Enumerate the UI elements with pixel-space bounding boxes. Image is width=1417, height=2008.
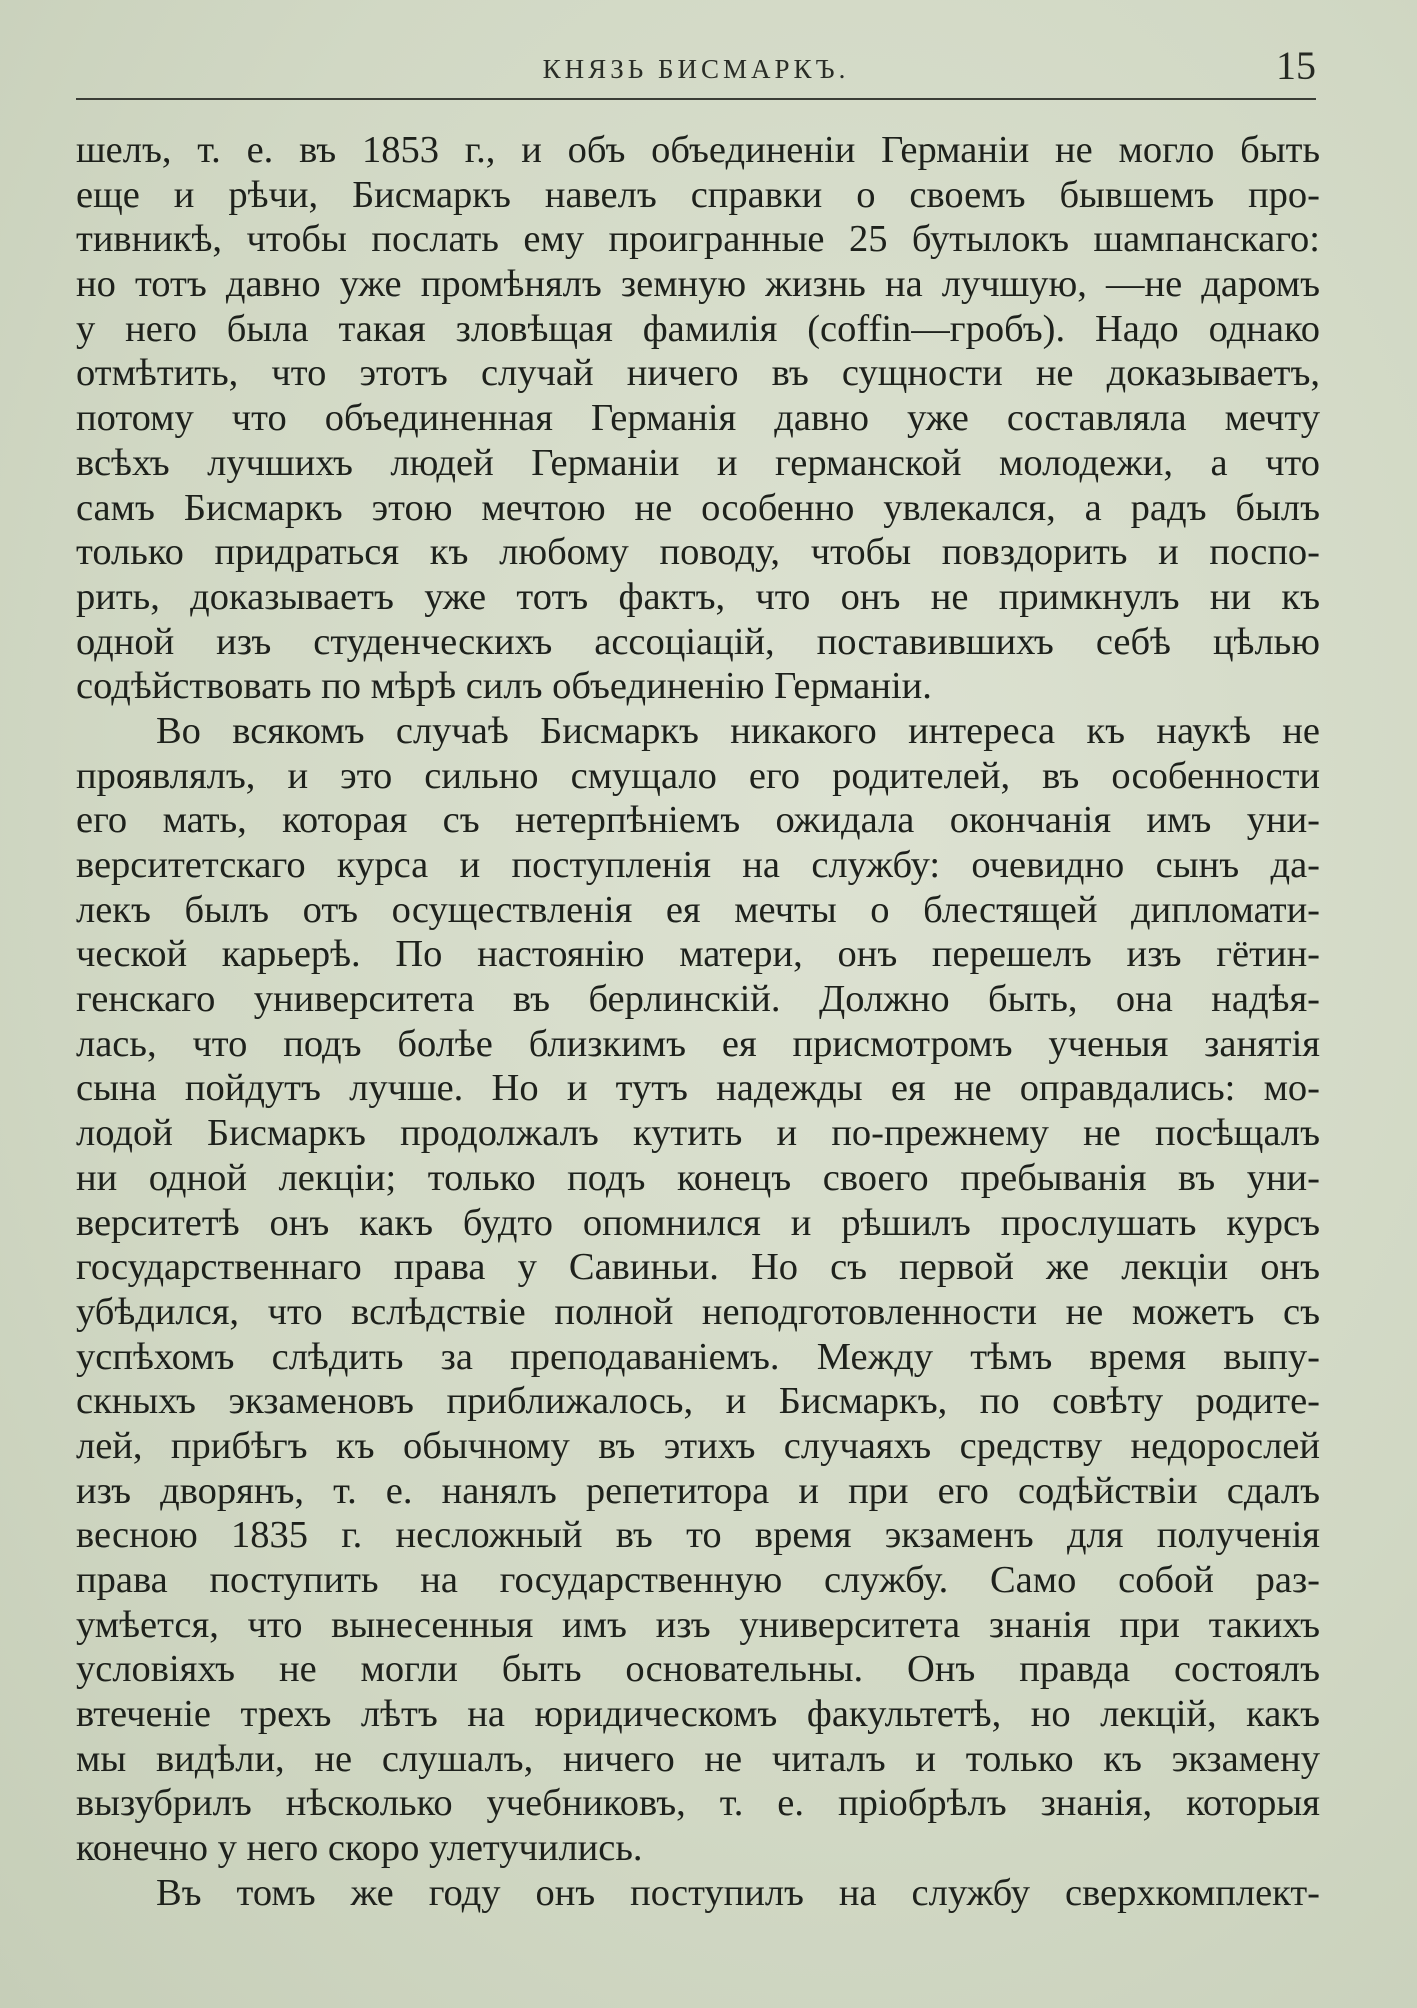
text-line: только придраться къ любому поводу, чтобы повздорить и поспо- xyxy=(76,531,1320,574)
text-line: шелъ, т. е. въ 1853 г., и объ объединеніи Германіи не могло быть xyxy=(76,129,1320,171)
text-line: условіяхъ не могли быть основательны. Онъ правда состоялъ xyxy=(76,1648,1320,1691)
text-line: тивникѣ, чтобы послать ему проигранные 25 бутылокъ шампанскаго: xyxy=(76,218,1320,261)
text-line: права поступить на государственную службу. Само собой раз- xyxy=(76,1559,1320,1601)
text-line: лась, что подъ болѣе близкимъ ея присмотромъ ученыя занятія xyxy=(76,1022,1320,1065)
text-line: его мать, которая съ нетерпѣніемъ ожидала окончанія имъ уни- xyxy=(76,799,1320,842)
paragraph-first-line: Во всякомъ случаѣ Бисмаркъ никакого интереса къ наукѣ не xyxy=(156,709,1320,752)
page-number: 15 xyxy=(1276,43,1316,88)
text-line: конечно у него скоро улетучились. xyxy=(76,1827,643,1870)
text-line: мы видѣли, не слушалъ, ничего не читалъ и только къ экзамену xyxy=(76,1737,1320,1780)
text-line: верситетскаго курса и поступленія на службу: очевидно сынъ да- xyxy=(76,844,1320,886)
text-line: лей, прибѣгъ къ обычному въ этихъ случаяхъ средству недорослей xyxy=(76,1424,1320,1467)
body-text xyxy=(76,128,1320,1916)
text-line: сына пойдутъ лучше. Но и тутъ надежды ея не оправдались: мо- xyxy=(76,1067,1320,1110)
text-line: ческой карьерѣ. По настоянію матери, онъ перешелъ изъ гётин- xyxy=(76,933,1320,976)
text-line: у него была такая зловѣщая фамилія (coffin—гробъ). Надо однако xyxy=(76,307,1320,350)
text-line: верситетѣ онъ какъ будто опомнился и рѣшилъ прослушать курсъ xyxy=(76,1201,1320,1244)
text-line: рить, доказываетъ уже тотъ фактъ, что онъ не примкнулъ ни къ xyxy=(76,575,1320,618)
text-line: весною 1835 г. несложный въ то время экзаменъ для полученія xyxy=(76,1514,1320,1557)
text-line: ни одной лекціи; только подъ конецъ своего пребыванія въ уни- xyxy=(76,1156,1320,1199)
text-line: втеченіе трехъ лѣтъ на юридическомъ факультетѣ, но лекцій, какъ xyxy=(76,1693,1320,1736)
text-line: генскаго университета въ берлинскій. Должно быть, она надѣя- xyxy=(76,978,1320,1021)
text-line: отмѣтить, что этотъ случай ничего въ сущности не доказываетъ, xyxy=(76,352,1320,395)
text-line: успѣхомъ слѣдить за преподаваніемъ. Между тѣмъ время выпу- xyxy=(76,1335,1320,1378)
text-line: потому что объединенная Германія давно уже составляла мечту xyxy=(76,397,1320,440)
text-line: но тотъ давно уже промѣнялъ земную жизнь на лучшую, —не даромъ xyxy=(76,263,1320,306)
header-rule xyxy=(76,98,1316,100)
text-line: государственнаго права у Савиньи. Но съ первой же лекціи онъ xyxy=(76,1246,1320,1289)
text-line: умѣется, что вынесенныя имъ изъ университета знанія при такихъ xyxy=(76,1603,1320,1646)
text-line: самъ Бисмаркъ этою мечтою не особенно увлекался, а радъ былъ xyxy=(76,486,1320,529)
text-line: всѣхъ лучшихъ людей Германіи и германской молодежи, а что xyxy=(76,441,1320,484)
text-line: еще и рѣчи, Бисмаркъ навелъ справки о своемъ бывшемъ про- xyxy=(76,173,1320,216)
text-line: содѣйствовать по мѣрѣ силъ объединенію Германіи. xyxy=(76,665,932,708)
text-line: изъ дворянъ, т. е. нанялъ репетитора и при его содѣйствіи сдалъ xyxy=(76,1469,1320,1512)
text-line: вызубрилъ нѣсколько учебниковъ, т. е. пріобрѣлъ знанія, которыя xyxy=(76,1782,1320,1825)
text-line: одной изъ студенческихъ ассоціацій, поставившихъ себѣ цѣлью xyxy=(76,620,1320,663)
text-line: лодой Бисмаркъ продолжалъ кутить и по-прежнему не посѣщалъ xyxy=(76,1112,1320,1155)
paragraph-first-line: Въ томъ же году онъ поступилъ на службу сверхкомплект- xyxy=(156,1871,1320,1914)
running-title: КНЯЗЬ БИСМАРКЪ. xyxy=(542,54,850,84)
text-line: убѣдился, что вслѣдствіе полной неподготовленности не можетъ съ xyxy=(76,1290,1320,1333)
text-line: лекъ былъ отъ осуществленія ея мечты о блестящей дипломати- xyxy=(76,888,1320,931)
running-head xyxy=(76,40,1316,100)
text-line: проявлялъ, и это сильно смущало его родителей, въ особенности xyxy=(76,754,1320,797)
text-line: скныхъ экзаменовъ приближалось, и Бисмаркъ, по совѣту родите- xyxy=(76,1380,1320,1423)
